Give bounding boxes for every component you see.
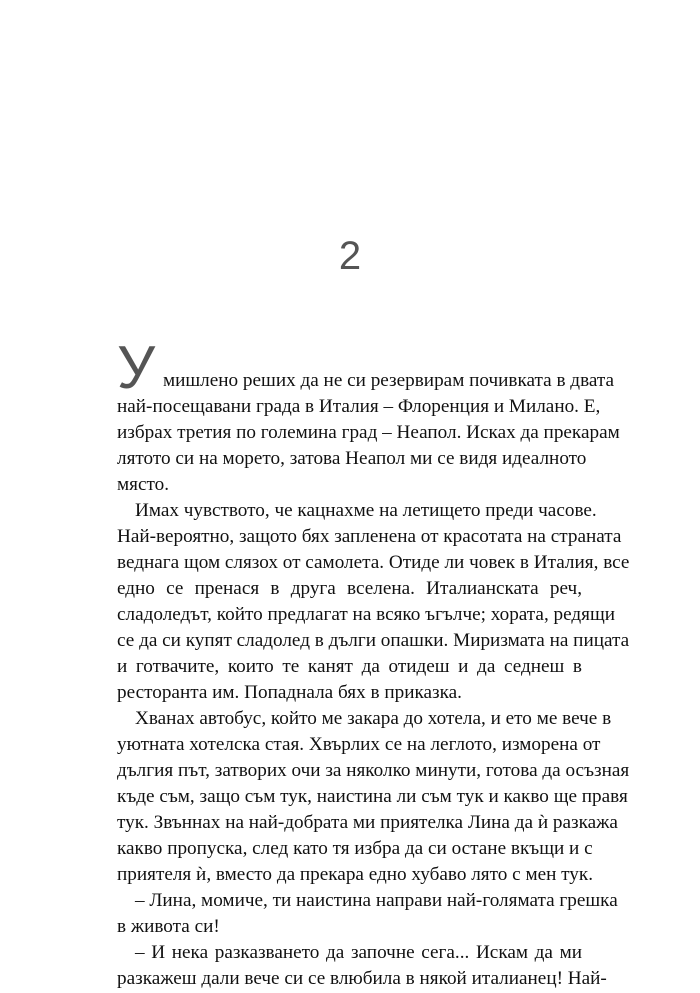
text-line: лятото си на морето, затова Неапол ми се видя идеалното bbox=[117, 448, 587, 469]
text-line: и готвачите, които те канят да отидеш и да седнеш в bbox=[117, 656, 582, 677]
text-line: – И нека разказването да започне сега... Искам да ми bbox=[135, 942, 582, 963]
text-line: Най-вероятно, защото бях запленена от красотата на страната bbox=[117, 526, 622, 547]
text-line: се да си купят сладолед в дълги опашки. Миризмата на пицата bbox=[117, 630, 630, 651]
body-text bbox=[117, 334, 630, 992]
text-line: ресторанта им. Попаднала бях в приказка. bbox=[117, 682, 462, 703]
drop-cap: У bbox=[117, 334, 156, 401]
text-line: приятеля ѝ, вместо да прекара едно хубаво лято с мен тук. bbox=[117, 864, 594, 885]
text-line: Имах чувството, че кацнахме на летището преди часове. bbox=[135, 500, 597, 521]
text-line: едно се пренася в друга вселена. Италианската реч, bbox=[117, 578, 582, 599]
text-line: мишлено реших да не си резервирам почивката в двата bbox=[163, 370, 615, 391]
text-line: тук. Звъннах на най-добрата ми приятелка Лина да ѝ разкажа bbox=[117, 812, 618, 833]
text-line: сладоледът, който предлагат на всяко ъгълче; хората, редящи bbox=[117, 604, 616, 625]
text-line: Хванах автобус, който ме закара до хотела, и ето ме вече в bbox=[135, 708, 612, 729]
text-line: веднага щом слязох от самолета. Отиде ли човек в Италия, все bbox=[117, 552, 630, 573]
text-line: избрах третия по големина град – Неапол. Исках да прекарам bbox=[117, 422, 620, 443]
first-line bbox=[117, 334, 615, 401]
text-line: уютната хотелска стая. Хвърлих се на леглото, изморена от bbox=[117, 734, 601, 755]
text-line: най-посещавани града в Италия – Флоренция и Милано. Е, bbox=[117, 396, 601, 417]
text-line: място. bbox=[117, 474, 170, 495]
text-line: разкажеш дали вече си се влюбила в някой италианец! Най- bbox=[117, 968, 607, 989]
text-line: в живота си! bbox=[117, 916, 220, 937]
text-line: къде съм, защо съм тук, наистина ли съм тук и какво ще правя bbox=[117, 786, 628, 807]
text-line: дългия път, затворих очи за няколко минути, готова да осъзная bbox=[117, 760, 630, 781]
chapter-number: 2 bbox=[338, 234, 362, 278]
text-line: какво пропуска, след като тя избра да си остане вкъщи и с bbox=[117, 838, 593, 859]
text-line: – Лина, момиче, ти наистина направи най-голямата грешка bbox=[135, 890, 618, 911]
